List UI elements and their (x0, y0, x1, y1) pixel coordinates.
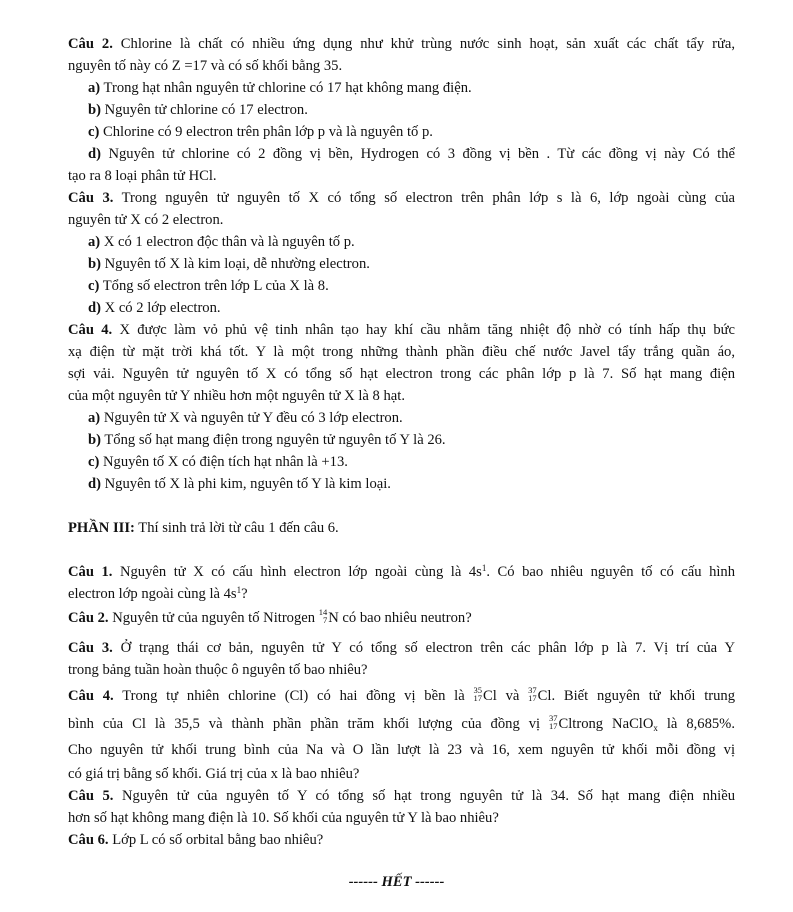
q2-line-1: Câu 2. Chlorine là chất có nhiều ứng dụng như khử trùng nước sinh hoạt, sản xuất các chất tẩy rửa, (68, 36, 736, 52)
p1-line-2: electron lớp ngoài cùng là $4s^1$? (68, 585, 248, 602)
p3-line-1: Câu 3. Ở trạng thái cơ bản, nguyên tử Y có tổng số electron trên các phân lớp p là 7. Vị trí của Y (68, 640, 735, 656)
q4-option-a: a) Nguyên tử X và nguyên tử Y đều có 3 lớp electron. (88, 410, 403, 426)
p6-label: Câu 6. (68, 832, 109, 848)
p2-line-1: Câu 2. Nguyên tử của nguyên tố Nitrogen 14 7 N có bao nhiêu neutron? (68, 607, 472, 626)
q3-option-a: a) X có 1 electron độc thân và là nguyên tố p. (88, 234, 355, 250)
q2-option-d-cont: tạo ra 8 loại phân tử HCl. (68, 168, 217, 184)
q3-option-c: c) Tổng số electron trên lớp L của X là 8. (88, 278, 329, 294)
p4-label: Câu 4. (68, 688, 114, 704)
p4-line-1: Câu 4. Trong tự nhiên chlorine (Cl) có hai đồng vị bền là 35 17 Cl và 37 17 Cl. Biết nguyên tử khối trung (68, 685, 736, 704)
end-marker: ------ HẾT ------ (348, 874, 445, 890)
cl37-isotope-notation-2: 37 17 (549, 713, 558, 732)
q4-line-3: sợi vải. Nguyên tử nguyên tố X có tổng số hạt electron trong các phân lớp p là 7. Số hạt mang điện (68, 366, 735, 382)
q2-label: Câu 2. (68, 36, 113, 52)
p1-label: Câu 1. (68, 564, 113, 580)
p5-label: Câu 5. (68, 788, 114, 804)
p5-line-2: hơn số hạt không mang điện là 10. Số khối của nguyên tử Y là bao nhiêu? (68, 810, 499, 826)
q3-option-b: b) Nguyên tố X là kim loại, dễ nhường electron. (88, 256, 370, 272)
q4-option-d: d) Nguyên tố X là phi kim, nguyên tố Y là kim loại. (88, 476, 391, 492)
p3-label: Câu 3. (68, 640, 113, 656)
q4-line-2: xạ điện từ mặt trời khá tốt. Y là một trong những thành phần điều chế nước Javel tẩy trắng quần áo, (68, 344, 735, 360)
q2-option-c: c) Chlorine có 9 electron trên phân lớp p và là nguyên tố p. (88, 124, 433, 140)
q3-option-d: d) X có 2 lớp electron. (88, 300, 221, 316)
q2-line-2: nguyên tố này có Z =17 và có số khối bằng 35. (68, 58, 343, 74)
q2-option-a: a) Trong hạt nhân nguyên tử chlorine có 17 hạt không mang điện. (88, 80, 472, 96)
p2-label: Câu 2. (68, 610, 109, 626)
q4-line-1: Câu 4. X được làm vỏ phủ vệ tinh nhân tạo hay khí cầu nhằm tăng nhiệt độ nhờ có tính hấp thụ bức (68, 322, 735, 338)
p1-line-1: Câu 1. Nguyên tử X có cấu hình electron lớp ngoài cùng là $4s^1$. Có bao nhiêu nguyên tố có cấu hình (68, 563, 736, 580)
nitrogen-isotope-notation: 14 7 (318, 607, 328, 626)
p5-line-1: Câu 5. Nguyên tử của nguyên tố Y có tổng số hạt trong nguyên tử là 34. Số hạt mang điện nhiều (68, 788, 735, 804)
q3-label: Câu 3. (68, 190, 114, 206)
q2-option-b: b) Nguyên tử chlorine có 17 electron. (88, 102, 308, 118)
part3-heading: PHẦN III: Thí sinh trả lời từ câu 1 đến câu 6. (68, 520, 339, 536)
cl35-isotope-notation: 35 17 (473, 685, 482, 704)
cl37-isotope-notation: 37 17 (528, 685, 537, 704)
q3-line-1: Câu 3. Trong nguyên tử nguyên tố X có tổng số electron trên phân lớp s là 6, lớp ngoài cùng của (68, 190, 735, 206)
q4-option-b: b) Tổng số hạt mang điện trong nguyên tử nguyên tố Y là 26. (88, 432, 446, 448)
p6-line-1: Câu 6. Lớp L có số orbital bằng bao nhiêu? (68, 832, 324, 848)
q2-option-d: d) Nguyên tử chlorine có 2 đồng vị bền, Hydrogen có 3 đồng vị bền . Từ các đồng vị này Có thể (88, 146, 735, 162)
q4-line-4: của một nguyên tử Y nhiều hơn một nguyên tử X là 8 hạt. (68, 388, 405, 404)
p4-line-2: bình của Cl là 35,5 và thành phần phần trăm khối lượng của đồng vị 37 17 Cltrong NaClO$_x$ là 8,685%. (68, 713, 735, 733)
q3-line-2: nguyên tử X có 2 electron. (68, 212, 224, 228)
p4-line-4: có giá trị bằng số khối. Giá trị của x là bao nhiêu? (68, 766, 360, 782)
p3-line-2: trong bảng tuần hoàn thuộc ô nguyên tố bao nhiêu? (68, 662, 368, 678)
q4-option-c: c) Nguyên tố X có điện tích hạt nhân là +13. (88, 454, 348, 470)
p4-line-3: Cho nguyên tử khối trung bình của Na và O lần lượt là 23 và 16, xem nguyên tử khối mỗi đồng vị (68, 742, 735, 758)
q4-label: Câu 4. (68, 322, 113, 338)
